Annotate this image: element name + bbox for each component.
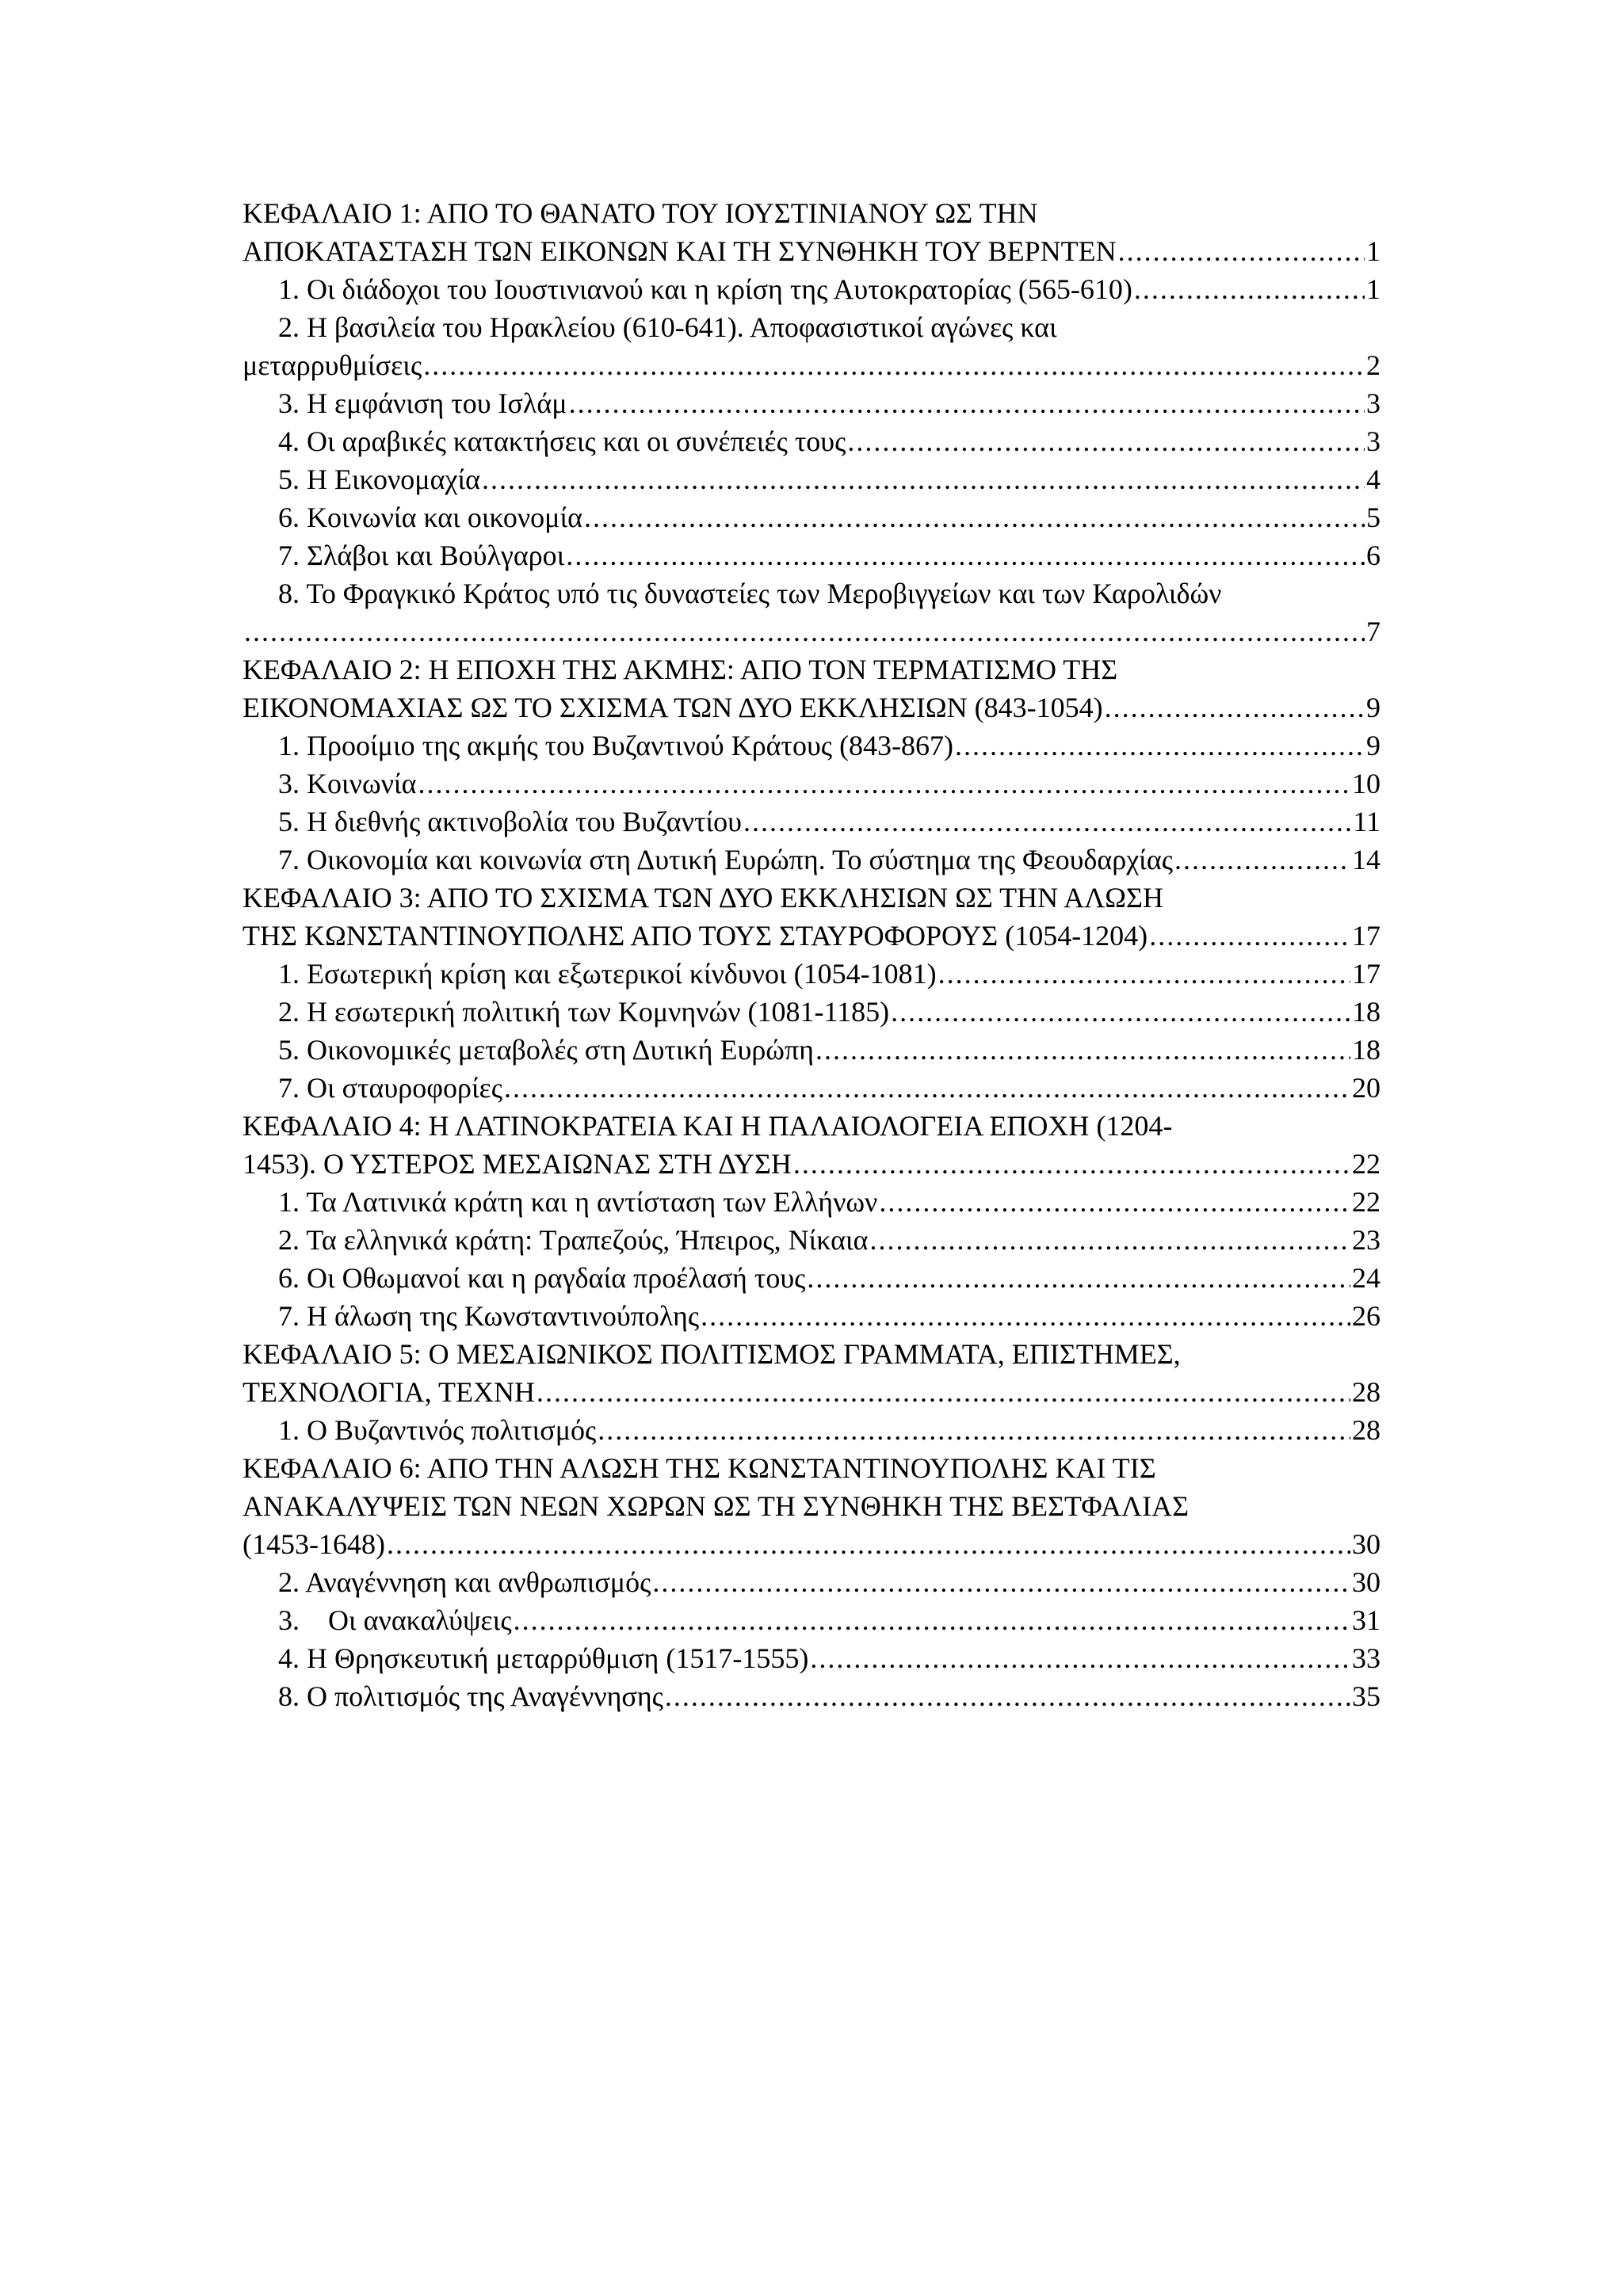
toc-chapter-line <box>242 194 1381 232</box>
toc-section-entry[interactable] <box>242 384 1381 422</box>
toc-leader-dots <box>1118 232 1365 270</box>
toc-page-number: 31 <box>1352 1604 1381 1636</box>
toc-leader-dots <box>569 384 1365 422</box>
toc-section-line <box>242 574 1381 612</box>
toc-chapter-entry[interactable] <box>242 232 1381 270</box>
toc-entry-text: 6. Κοινωνία και οικονομία <box>278 502 583 533</box>
toc-entry-text: ΑΝΑΚΑΛΥΨΕΙΣ ΤΩΝ ΝΕΩΝ ΧΩΡΩΝ ΩΣ ΤΗ ΣΥΝΘΗΚΗ ΤΗΣ ΒΕΣΤΦΑΛΙΑΣ <box>242 1490 1190 1522</box>
toc-page-number: 3 <box>1366 387 1381 419</box>
toc-chapter-entry[interactable] <box>242 688 1381 727</box>
toc-chapter-entry[interactable] <box>242 917 1381 955</box>
toc-leader-dots <box>793 1145 1350 1183</box>
toc-entry-text: 7. Οικονομία και κοινωνία στη Δυτική Ευρώπη. Το σύστημα της Φεουδαρχίας <box>278 844 1173 875</box>
toc-page-number: 30 <box>1352 1566 1381 1598</box>
toc-entry-text: ΕΙΚΟΝΟΜΑΧΙΑΣ ΩΣ ΤΟ ΣΧΙΣΜΑ ΤΩΝ ΔΥΟ ΕΚΚΛΗΣΙΩΝ (843-1054) <box>242 692 1103 723</box>
toc-entry-text: 3. Οι ανακαλύψεις <box>278 1604 512 1636</box>
toc-entry-text: 4. Η Θρησκευτική μεταρρύθμιση (1517-1555) <box>278 1642 809 1674</box>
toc-chapter-line <box>242 1335 1381 1373</box>
toc-chapter-line <box>242 879 1381 917</box>
toc-leader-dots <box>891 993 1350 1031</box>
toc-chapter-entry[interactable] <box>242 1145 1381 1183</box>
toc-section-line <box>242 308 1381 346</box>
toc-entry-text: ΚΕΦΑΛΑΙΟ 6: ΑΠΟ ΤΗΝ ΑΛΩΣΗ ΤΗΣ ΚΩΝΣΤΑΝΤΙΝΟΥΠΟΛΗΣ ΚΑΙ ΤΙΣ <box>242 1452 1156 1484</box>
toc-section-entry[interactable] <box>242 765 1381 803</box>
toc-section-entry[interactable] <box>242 1677 1381 1715</box>
toc-page-number: 2 <box>1366 349 1381 381</box>
toc-entry-text: 1. Τα Λατινικά κράτη και η αντίσταση των Ελλήνων <box>278 1186 878 1218</box>
toc-chapter-entry[interactable] <box>242 1373 1381 1411</box>
toc-page-number: 26 <box>1352 1300 1381 1332</box>
toc-page-number: 11 <box>1353 806 1381 837</box>
toc-entry-text: 4. Οι αραβικές κατακτήσεις και οι συνέπειές τους <box>278 425 846 457</box>
toc-page-number: 22 <box>1352 1148 1381 1180</box>
toc-leader-dots <box>566 536 1365 574</box>
toc-page-number: 1 <box>1366 235 1381 267</box>
toc-entry-text: 7. Η άλωση της Κωνσταντινούπολης <box>278 1300 700 1332</box>
toc-leader-dots <box>1149 917 1350 955</box>
toc-entry-text: 3. Η εμφάνιση του Ισλάμ <box>278 387 567 419</box>
toc-leader-dots <box>504 1069 1350 1107</box>
toc-section-entry[interactable] <box>242 1259 1381 1297</box>
toc-section-entry[interactable] <box>242 1411 1381 1449</box>
toc-entry-text: (1453-1648) <box>242 1528 385 1560</box>
toc-page-number: 18 <box>1352 996 1381 1028</box>
toc-page-number: 9 <box>1366 692 1381 723</box>
toc-entry-text: 7. Σλάβοι και Βούλγαροι <box>278 540 565 571</box>
toc-page-number: 4 <box>1366 463 1381 495</box>
toc-entry-text: 2. Η βασιλεία του Ηρακλείου (610-641). Αποφασιστικοί αγώνες και <box>278 311 1057 343</box>
toc-entry-text: 1. Οι διάδοχοι του Ιουστινιανού και η κρίση της Αυτοκρατορίας (565-610) <box>278 273 1132 305</box>
toc-page-number: 20 <box>1352 1072 1381 1104</box>
toc-entry-text: 1. Ο Βυζαντινός πολιτισμός <box>278 1414 597 1446</box>
toc-page-number: 22 <box>1352 1186 1381 1218</box>
toc-leader-dots <box>701 1297 1350 1335</box>
toc-section-entry[interactable] <box>242 1601 1381 1639</box>
toc-leader-dots <box>807 1259 1350 1297</box>
toc-page-number: 1 <box>1366 273 1381 305</box>
toc-entry-text: 5. Οικονομικές μεταβολές στη Δυτική Ευρώπη <box>278 1034 814 1066</box>
toc-section-entry[interactable] <box>242 1221 1381 1259</box>
toc-entry-text: ΚΕΦΑΛΑΙΟ 1: ΑΠΟ ΤΟ ΘΑΝΑΤΟ ΤΟΥ ΙΟΥΣΤΙΝΙΑΝΟΥ ΩΣ ΤΗΝ <box>242 197 1038 229</box>
toc-page-number: 35 <box>1352 1680 1381 1712</box>
toc-leader-dots <box>743 803 1351 841</box>
toc-section-entry[interactable] <box>242 727 1381 765</box>
toc-page-number: 28 <box>1352 1376 1381 1408</box>
toc-entry-text: 2. Αναγέννηση και ανθρωπισμός <box>278 1566 651 1598</box>
toc-section-entry[interactable] <box>242 1639 1381 1677</box>
toc-chapter-line <box>242 1449 1381 1487</box>
toc-section-entry[interactable] <box>242 498 1381 536</box>
toc-entry-text: ΑΠΟΚΑΤΑΣΤΑΣΗ ΤΩΝ ΕΙΚΟΝΩΝ ΚΑΙ ΤΗ ΣΥΝΘΗΚΗ ΤΟΥ ΒΕΡΝΤΕΝ <box>242 235 1117 267</box>
toc-entry-text: μεταρρυθμίσεις <box>242 349 422 381</box>
toc-page-number: 7 <box>1366 616 1381 647</box>
toc-section-entry[interactable] <box>242 270 1381 308</box>
toc-page-number: 23 <box>1352 1224 1381 1256</box>
toc-page-number: 14 <box>1352 844 1381 875</box>
toc-leader-dots <box>938 955 1350 993</box>
toc-page-number: 5 <box>1366 502 1381 533</box>
toc-page-number: 17 <box>1352 920 1381 952</box>
toc-leader-dots <box>387 1525 1350 1563</box>
toc-leader-dots <box>1174 841 1350 879</box>
toc-section-entry[interactable] <box>242 346 1381 384</box>
toc-section-entry[interactable] <box>242 612 1381 650</box>
toc-entry-text: 1. Προοίμιο της ακμής του Βυζαντινού Κράτους (843-867) <box>278 730 954 761</box>
toc-section-entry[interactable] <box>242 841 1381 879</box>
toc-chapter-line <box>242 650 1381 688</box>
toc-entry-text: 7. Οι σταυροφορίες <box>278 1072 503 1104</box>
toc-entry-text: 2. Τα ελληνικά κράτη: Τραπεζούς, Ήπειρος, Νίκαια <box>278 1224 869 1256</box>
toc-leader-dots <box>244 612 1365 650</box>
toc-leader-dots <box>810 1639 1350 1677</box>
toc-leader-dots <box>879 1183 1350 1221</box>
toc-leader-dots <box>870 1221 1351 1259</box>
toc-section-entry[interactable] <box>242 1183 1381 1221</box>
toc-leader-dots <box>418 765 1350 803</box>
toc-entry-text: ΚΕΦΑΛΑΙΟ 5: Ο ΜΕΣΑΙΩΝΙΚΟΣ ΠΟΛΙΤΙΣΜΟΣ ΓΡΑΜΜΑΤΑ, ΕΠΙΣΤΗΜΕΣ, <box>242 1338 1181 1370</box>
toc-section-entry[interactable] <box>242 1297 1381 1335</box>
toc-page-number: 30 <box>1352 1528 1381 1560</box>
toc-leader-dots <box>955 727 1365 765</box>
toc-leader-dots <box>665 1677 1350 1715</box>
toc-section-entry[interactable] <box>242 993 1381 1031</box>
toc-section-entry[interactable] <box>242 955 1381 993</box>
toc-section-entry[interactable] <box>242 1069 1381 1107</box>
toc-entry-text: 5. Η Εικονομαχία <box>278 463 480 495</box>
toc-page-number: 33 <box>1352 1642 1381 1674</box>
toc-section-entry[interactable] <box>242 1031 1381 1069</box>
toc-page-number: 24 <box>1352 1262 1381 1294</box>
toc-leader-dots <box>537 1373 1350 1411</box>
toc-entry-text: 8. Το Φραγκικό Κράτος υπό τις δυναστείες των Μεροβιγγείων και των Καρολιδών <box>278 578 1222 609</box>
toc-entry-text: ΤΗΣ ΚΩΝΣΤΑΝΤΙΝΟΥΠΟΛΗΣ ΑΠΟ ΤΟΥΣ ΣΤΑΥΡΟΦΟΡΟΥΣ (1054-1204) <box>242 920 1148 952</box>
toc-leader-dots <box>815 1031 1350 1069</box>
toc-section-entry[interactable] <box>242 1563 1381 1601</box>
toc-leader-dots <box>847 422 1365 460</box>
toc-page-number: 18 <box>1352 1034 1381 1066</box>
toc-page-number: 17 <box>1352 958 1381 990</box>
toc-entry-text: ΚΕΦΑΛΑΙΟ 3: ΑΠΟ ΤΟ ΣΧΙΣΜΑ ΤΩΝ ΔΥΟ ΕΚΚΛΗΣΙΩΝ ΩΣ ΤΗΝ ΑΛΩΣΗ <box>242 882 1163 913</box>
toc-leader-dots <box>584 498 1365 536</box>
toc-page-number: 6 <box>1366 540 1381 571</box>
toc-entry-text: ΤΕΧΝΟΛΟΓΙΑ, ΤΕΧΝΗ <box>242 1376 535 1408</box>
toc-entry-text: 3. Κοινωνία <box>278 768 417 799</box>
toc-section-entry[interactable] <box>242 536 1381 574</box>
toc-chapter-line <box>242 1487 1381 1525</box>
toc-entry-text: ΚΕΦΑΛΑΙΟ 4: Η ΛΑΤΙΝΟΚΡΑΤΕΙΑ ΚΑΙ Η ΠΑΛΑΙΟΛΟΓΕΙΑ ΕΠΟΧΗ (1204- <box>242 1110 1173 1142</box>
toc-page-number: 28 <box>1352 1414 1381 1446</box>
toc-chapter-line <box>242 1107 1381 1145</box>
toc-leader-dots <box>1105 688 1365 727</box>
toc-leader-dots <box>1134 270 1365 308</box>
toc-section-entry[interactable] <box>242 803 1381 841</box>
toc-entry-text: 1. Εσωτερική κρίση και εξωτερικοί κίνδυνοι (1054-1081) <box>278 958 937 990</box>
toc-leader-dots <box>598 1411 1350 1449</box>
toc-entry-text: 6. Οι Οθωμανοί και η ραγδαία προέλασή τους <box>278 1262 806 1294</box>
toc-chapter-entry[interactable] <box>242 1525 1381 1563</box>
toc-section-entry[interactable] <box>242 460 1381 498</box>
toc-leader-dots <box>652 1563 1350 1601</box>
toc-leader-dots <box>514 1601 1350 1639</box>
toc-entry-text: 2. Η εσωτερική πολιτική των Κομνηνών (1081-1185) <box>278 996 890 1028</box>
toc-section-entry[interactable] <box>242 422 1381 460</box>
toc-leader-dots <box>423 346 1365 384</box>
toc-entry-text: 8. Ο πολιτισμός της Αναγέννησης <box>278 1680 663 1712</box>
toc-page-number: 10 <box>1352 768 1381 799</box>
toc-entry-text: 1453). Ο ΥΣΤΕΡΟΣ ΜΕΣΑΙΩΝΑΣ ΣΤΗ ΔΥΣΗ <box>242 1148 792 1180</box>
toc-entry-text: ΚΕΦΑΛΑΙΟ 2: Η ΕΠΟΧΗ ΤΗΣ ΑΚΜΗΣ: ΑΠΟ ΤΟΝ ΤΕΡΜΑΤΙΣΜΟ ΤΗΣ <box>242 654 1118 685</box>
toc-entry-text: 5. Η διεθνής ακτινοβολία του Βυζαντίου <box>278 806 742 837</box>
toc-page-number: 9 <box>1366 730 1381 761</box>
table-of-contents <box>242 194 1381 1715</box>
toc-page-number: 3 <box>1366 425 1381 457</box>
toc-leader-dots <box>482 460 1365 498</box>
